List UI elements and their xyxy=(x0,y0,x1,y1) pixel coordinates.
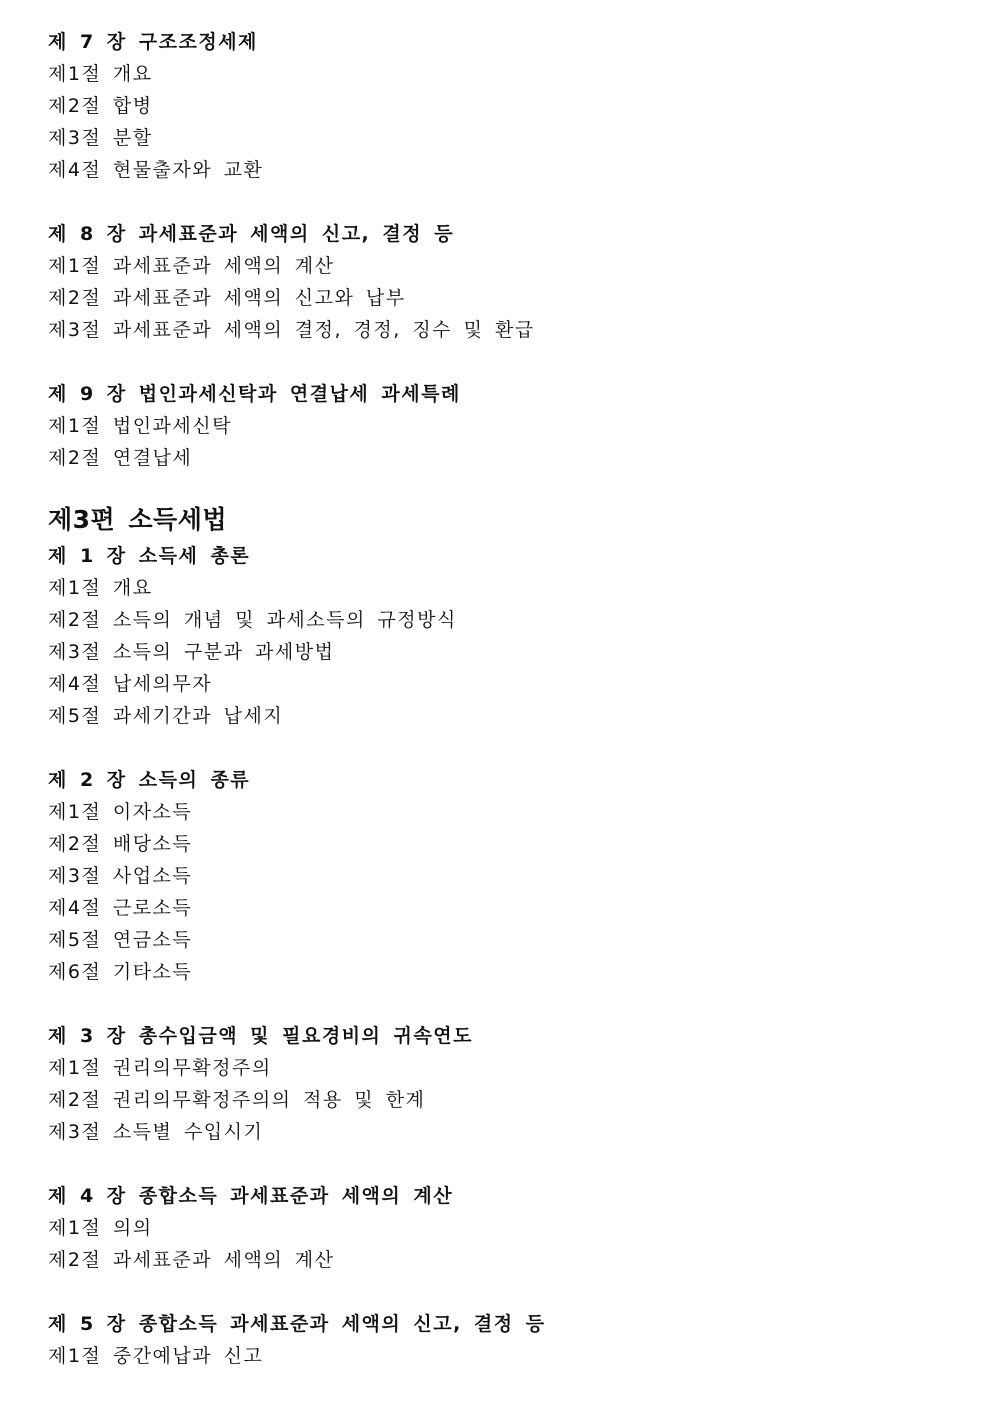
section-item: 제4절 납세의무자 xyxy=(48,673,213,695)
section-item: 제2절 과세표준과 세액의 계산 xyxy=(48,1249,335,1271)
section-item: 제1절 의의 xyxy=(48,1217,153,1239)
section-item: 제5절 연금소득 xyxy=(48,929,193,951)
section-item: 제2절 소득의 개념 및 과세소득의 규정방식 xyxy=(48,609,457,631)
section-item: 제1절 권리의무확정주의 xyxy=(48,1057,272,1079)
chapter-heading: 제 4 장 종합소득 과세표준과 세액의 계산 xyxy=(48,1185,454,1207)
section-item: 제4절 현물출자와 교환 xyxy=(48,159,264,181)
section-item: 제3절 사업소득 xyxy=(48,865,193,887)
chapter-heading: 제 1 장 소득세 총론 xyxy=(48,545,251,567)
chapter-heading: 제 9 장 법인과세신탁과 연결납세 과세특례 xyxy=(48,383,461,405)
section-item: 제1절 과세표준과 세액의 계산 xyxy=(48,255,335,277)
chapter-heading: 제 8 장 과세표준과 세액의 신고, 결정 등 xyxy=(48,223,455,245)
section-item: 제3절 소득별 수입시기 xyxy=(48,1121,264,1143)
section-item: 제4절 근로소득 xyxy=(48,897,193,919)
section-item: 제1절 이자소득 xyxy=(48,801,193,823)
section-item: 제1절 개요 xyxy=(48,577,153,599)
part-heading: 제3편 소득세법 xyxy=(48,505,227,534)
section-item: 제2절 배당소득 xyxy=(48,833,193,855)
chapter-heading: 제 3 장 총수입금액 및 필요경비의 귀속연도 xyxy=(48,1025,473,1047)
section-item: 제6절 기타소득 xyxy=(48,961,193,983)
section-item: 제1절 개요 xyxy=(48,63,153,85)
section-item: 제1절 법인과세신탁 xyxy=(48,415,232,437)
section-item: 제3절 과세표준과 세액의 결정, 경정, 징수 및 환급 xyxy=(48,319,535,341)
section-item: 제2절 과세표준과 세액의 신고와 납부 xyxy=(48,287,406,309)
section-item: 제3절 분할 xyxy=(48,127,153,149)
section-item: 제3절 소득의 구분과 과세방법 xyxy=(48,641,335,663)
document-body xyxy=(48,26,948,1372)
section-item: 제2절 연결납세 xyxy=(48,447,193,469)
section-item: 제2절 권리의무확정주의의 적용 및 한계 xyxy=(48,1089,426,1111)
section-item: 제1절 중간예납과 신고 xyxy=(48,1345,264,1367)
chapter-heading: 제 5 장 종합소득 과세표준과 세액의 신고, 결정 등 xyxy=(48,1313,546,1335)
chapter-heading: 제 7 장 구조조정세제 xyxy=(48,31,258,53)
chapter-heading: 제 2 장 소득의 종류 xyxy=(48,769,251,791)
section-item: 제5절 과세기간과 납세지 xyxy=(48,705,284,727)
section-item: 제2절 합병 xyxy=(48,95,153,117)
